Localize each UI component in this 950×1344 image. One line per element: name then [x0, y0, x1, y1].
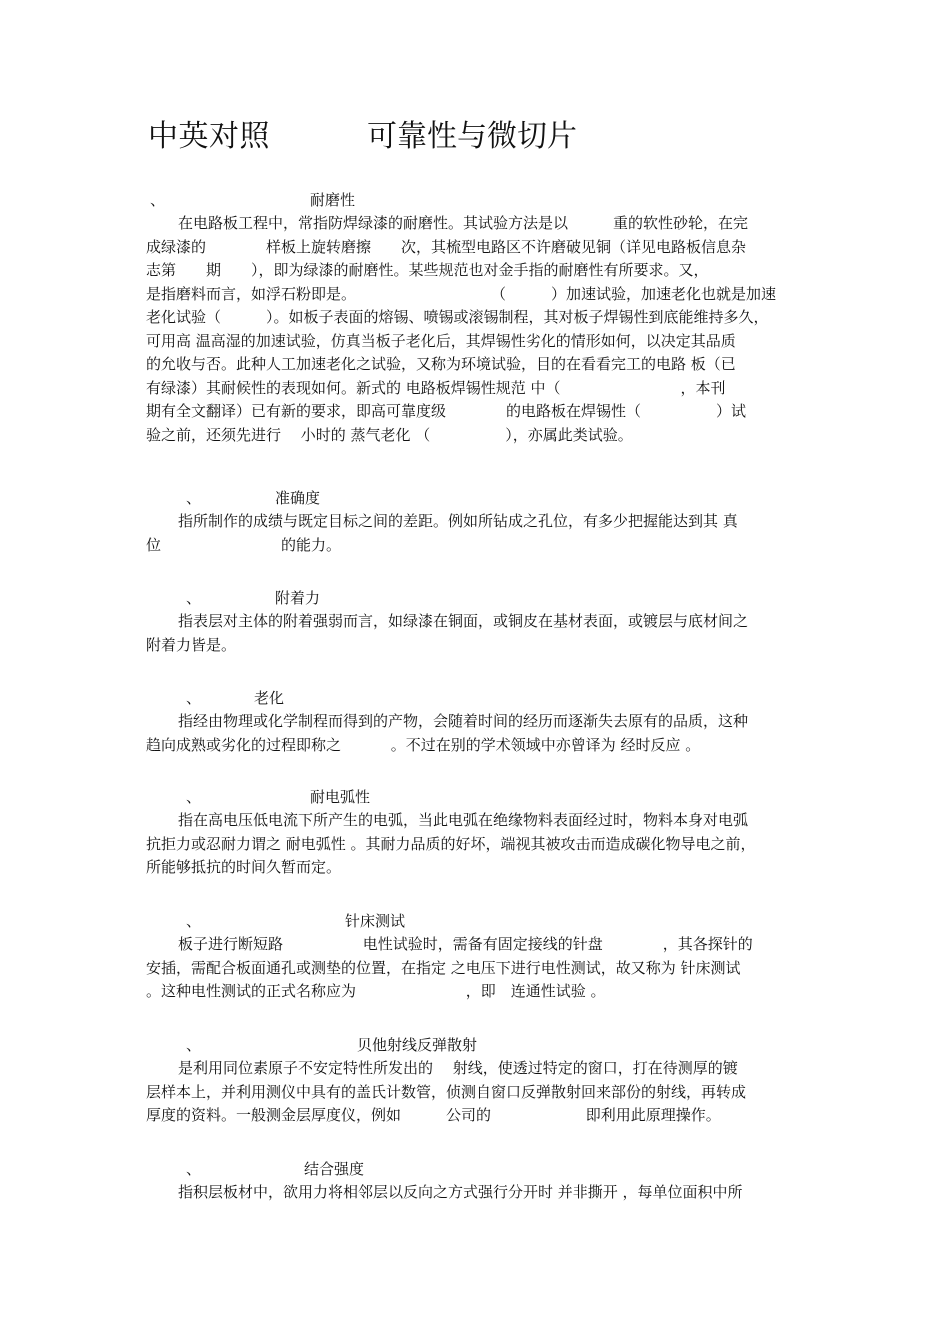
section-beta-backscatter	[146, 1033, 810, 1128]
section-heading-label: 附着力	[275, 589, 321, 607]
section-number-mark: 、	[186, 689, 202, 707]
paragraph-line: 指积层板材中，欲用力将相邻层以反向之方式强行分开时 并非撕开 ，每单位面积中所	[178, 1183, 743, 1201]
paragraph-line: 期有全文翻译）已有新的要求，即高可靠度级 的电路板在焊锡性（ ）试	[146, 402, 747, 420]
paragraph-line: 指在高电压低电流下所产生的电弧，当此电弧在绝缘物料表面经过时，物料本身对电弧	[178, 811, 749, 829]
paragraph-line: 层样本上，并利用测仪中具有的盖氏计数管，侦测自窗口反弹散射回来部份的射线，再转成	[146, 1082, 747, 1101]
section-number-mark: 、	[150, 191, 166, 209]
section-number-mark: 、	[186, 788, 202, 806]
page-title: 中英对照	[148, 119, 270, 154]
section-heading-label: 针床测试	[345, 912, 406, 930]
paragraph-line: 位 的能力。	[146, 535, 342, 554]
section-heading-label: 贝他射线反弹散射	[357, 1036, 478, 1054]
paragraph-line: 所能够抵抗的时间久暂而定。	[146, 858, 342, 876]
section-number-mark: 、	[186, 1036, 202, 1054]
section-aging	[146, 686, 810, 757]
paragraph-line: 厚度的资料。一般测金层厚度仪，例如 公司的 即利用此原理操作。	[146, 1106, 721, 1124]
paragraph-line: 抗拒力或忍耐力谓之 耐电弧性 。其耐力品质的好坏，端视其被攻击而造成碳化物导电之前，	[146, 834, 756, 853]
paragraph-line: 志第 期 ），即为绿漆的耐磨性。某些规范也对金手指的耐磨性有所要求。又，	[146, 261, 709, 279]
section-heading	[146, 1157, 810, 1181]
paragraph-line: 指所制作的成绩与既定目标之间的差距。例如所钻成之孔位，有多少把握能达到其 真	[178, 512, 738, 530]
section-heading	[146, 686, 810, 710]
section-heading	[146, 785, 810, 809]
section-heading-label: 耐磨性	[310, 191, 356, 209]
paragraph-line: 安插，需配合板面通孔或测垫的位置，在指定 之电压下进行电性测试，故又称为 针床测试	[146, 958, 741, 977]
paragraph-line: 是指磨料而言，如浮石粉即是。 （ ）加速试验，加速老化也就是加速	[146, 284, 777, 303]
section-heading	[146, 586, 810, 610]
section-heading	[146, 909, 810, 933]
paragraph-line: 是利用同位素原子不安定特性所发出的 射线，使透过特定的窗口，打在待测厚的镀	[178, 1059, 738, 1077]
section-number-mark: 、	[186, 489, 202, 507]
section-number-mark: 、	[186, 1160, 202, 1178]
section-heading-label: 结合强度	[304, 1160, 365, 1178]
section-heading	[146, 486, 810, 510]
section-heading	[146, 188, 810, 212]
paragraph-line: 老化试验（ ）。如板子表面的熔锡、喷锡或滚锡制程，其对板子焊锡性到底能维持多久，	[146, 308, 769, 326]
paragraph-line: 在电路板工程中，常指防焊绿漆的耐磨性。其试验方法是以 重的软性砂轮，在完	[178, 214, 749, 232]
paragraph-line: 趋向成熟或劣化的过程即称之 。不过在别的学术领域中亦曾译为 经时反应 。	[146, 735, 701, 754]
section-number-mark: 、	[186, 589, 202, 607]
section-bed-of-nails-test	[146, 909, 810, 1004]
paragraph-line: 验之前，还须先进行 小时的 蒸气老化 （ ），亦属此类试验。	[146, 425, 633, 444]
paragraph-line: 的允收与否。此种人工加速老化之试验，又称为环境试验，目的在看看完工的电路 板（已	[146, 355, 736, 373]
paragraph-line: 指经由物理或化学制程而得到的产物，会随着时间的经历而逐渐失去原有的品质，这种	[178, 712, 749, 730]
paragraph-line: 。这种电性测试的正式名称应为 ，即 连通性试验 。	[146, 982, 606, 1000]
section-heading	[146, 1033, 810, 1057]
section-heading-label: 耐电弧性	[310, 788, 371, 806]
paragraph-line: 板子进行断短路 电性试验时，需备有固定接线的针盘 ，其各探针的	[178, 935, 753, 953]
paragraph-line: 可用高 温高湿的加速试验，仿真当板子老化后，其焊锡性劣化的情形如何，以决定其品质	[146, 331, 736, 350]
page-title-subject: 可靠性与微切片	[367, 119, 577, 154]
section-bond-strength	[146, 1157, 810, 1205]
paragraph-line: 指表层对主体的附着强弱而言，如绿漆在铜面，或铜皮在基材表面，或镀层与底材间之	[178, 612, 749, 630]
paragraph-line: 附着力皆是。	[146, 635, 237, 654]
section-arc-resistance	[146, 785, 810, 880]
section-accuracy	[146, 486, 810, 557]
paragraph-line: 有绿漆）其耐候性的表现如何。新式的 电路板焊锡性规范 中（ ，本刊	[146, 378, 726, 397]
section-number-mark: 、	[186, 912, 202, 930]
section-heading-label: 准确度	[275, 489, 321, 507]
section-adhesion	[146, 586, 810, 657]
paragraph-line: 成绿漆的 样板上旋转磨擦 次，其梳型电路区不许磨破见铜（详见电路板信息杂	[146, 237, 747, 256]
section-heading-label: 老化	[254, 689, 285, 707]
section-wear-resistance	[146, 188, 810, 447]
